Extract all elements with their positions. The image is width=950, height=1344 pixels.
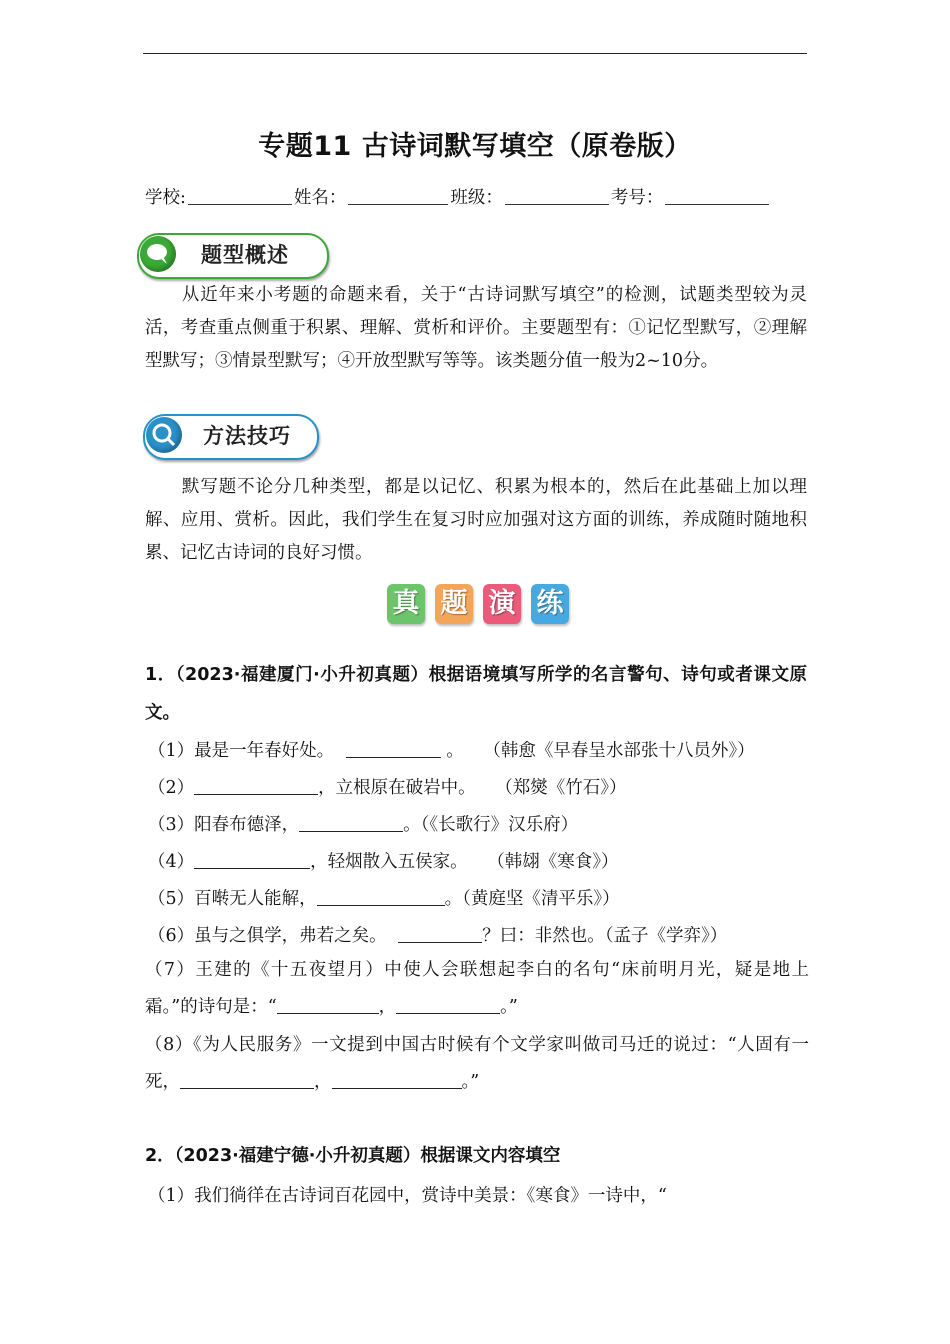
question-1-header: 1．（2023·福建厦门·小升初真题）根据语境填写所学的名言警句、诗句或者课文原文。 [145,665,807,723]
number-label: 考号： [610,188,664,208]
q1-item-3-text-b: 。（《长歌行》汉乐府） [403,815,579,835]
name-blank[interactable] [348,186,448,205]
class-label: 班级： [450,188,503,208]
q2-item-1 [148,1182,667,1207]
class-blank[interactable] [505,186,609,205]
q1-item-3-blank[interactable] [299,813,403,832]
q1-item-7 [145,952,809,1026]
q1-item-2-source: （郑爕《竹石》） [495,778,627,798]
practice-tile-1: 真 [387,584,425,624]
q1-item-1-text: （1）最是一年春好处。 [148,741,335,761]
q1-item-4-text: （4） [148,852,195,872]
section-label-overview: 题型概述 [201,243,289,267]
q1-item-8-blank-2[interactable] [332,1070,462,1089]
q1-item-4-source: （韩翃《寒食》） [487,852,619,872]
q1-item-3-text: （3）阳春布德泽， [148,815,300,835]
method-paragraph [145,471,807,570]
q1-item-1 [148,737,755,762]
q1-item-4-blank[interactable] [194,850,310,869]
name-label: 姓名： [293,188,347,208]
q1-item-6-text-b: ？曰：非然也。（孟子《学弈》） [482,926,728,946]
q1-item-7-sep: ， [378,997,397,1017]
q1-item-4-text-b: ，轻烟散入五侯家。 [310,852,468,872]
q1-item-8 [145,1027,809,1101]
overview-text: 从近年来小考题的命题来看，关于“古诗词默写填空”的检测，试题类型较为灵活，考查重点侧重于积累、理解、赏析和评价。主要题型有：①记忆型默写，②理解型默写；③情景型默写；④开放型默写等等。该类题分值一般为2~10分。 [145,285,807,371]
q1-item-3 [148,811,578,836]
header-rule [143,53,807,54]
q1-item-1-text-b: 。 [446,741,464,761]
q2-item-1-text: （1）我们徜徉在古诗词百花园中，赏诗中美景：《寒食》一诗中，“ [148,1186,667,1206]
q1-item-6-text: （6）虽与之俱学，弗若之矣。 [148,926,387,946]
school-blank[interactable] [188,186,292,205]
q1-item-4 [148,848,618,873]
page-title: 专题11 古诗词默写填空（原卷版） [258,131,692,162]
section-badge-method [143,414,319,460]
q1-item-2-blank[interactable] [194,776,318,795]
q1-item-2-text-b: ，立根原在破岩中。 [318,778,476,798]
q1-item-5-text-b: 。（黄庭坚《清平乐》） [444,889,620,909]
section-label-method: 方法技巧 [203,424,291,448]
q1-item-6-blank[interactable] [398,924,482,943]
q1-item-7-end: 。” [500,997,518,1017]
q1-item-1-source: （韩愈《早春呈水部张十八员外》） [483,741,755,761]
practice-tile-2: 题 [435,584,473,624]
q1-item-5-text: （5）百啭无人能解， [148,889,317,909]
q1-item-6 [148,922,727,947]
q1-item-8-sep: ， [314,1072,332,1092]
q1-item-8-end: 。” [461,1072,480,1092]
q1-item-8-text: （8）《为人民服务》一文提到中国古时候有个文学家叫做司马迁的说过：“人固有一死， [145,1035,809,1092]
q1-item-7-blank-2[interactable] [396,995,500,1014]
section-badge-overview [137,233,329,279]
practice-tile-3: 演 [483,584,521,624]
q1-item-8-blank-1[interactable] [180,1070,314,1089]
q1-item-7-blank-1[interactable] [277,995,379,1014]
overview-paragraph [145,279,807,378]
student-info-line [145,184,771,209]
q1-item-1-blank[interactable] [346,739,441,758]
school-label: 学校: [145,188,186,208]
method-text: 默写题不论分几种类型，都是以记忆、积累为根本的，然后在此基础上加以理解、应用、赏析。因此，我们学生在复习时应加强对这方面的训练，养成随时随地积累、记忆古诗词的良好习惯。 [145,477,807,563]
speech-bubble-icon [140,236,176,272]
q1-item-5-blank[interactable] [317,887,445,906]
q1-item-7-text: （7）王建的《十五夜望月）中使人会联想起李白的名句“床前明月光，疑是地上霜。”的诗句是：“ [145,960,809,1017]
q1-item-2 [148,774,626,799]
question-2-header: 2．（2023·福建宁德·小升初真题）根据课文内容填空 [145,1146,561,1166]
number-blank[interactable] [665,186,769,205]
q1-item-5 [148,885,620,910]
q1-item-2-text: （2） [148,778,195,798]
practice-tile-4: 练 [531,584,569,624]
magnifier-bubble-icon [146,417,182,453]
